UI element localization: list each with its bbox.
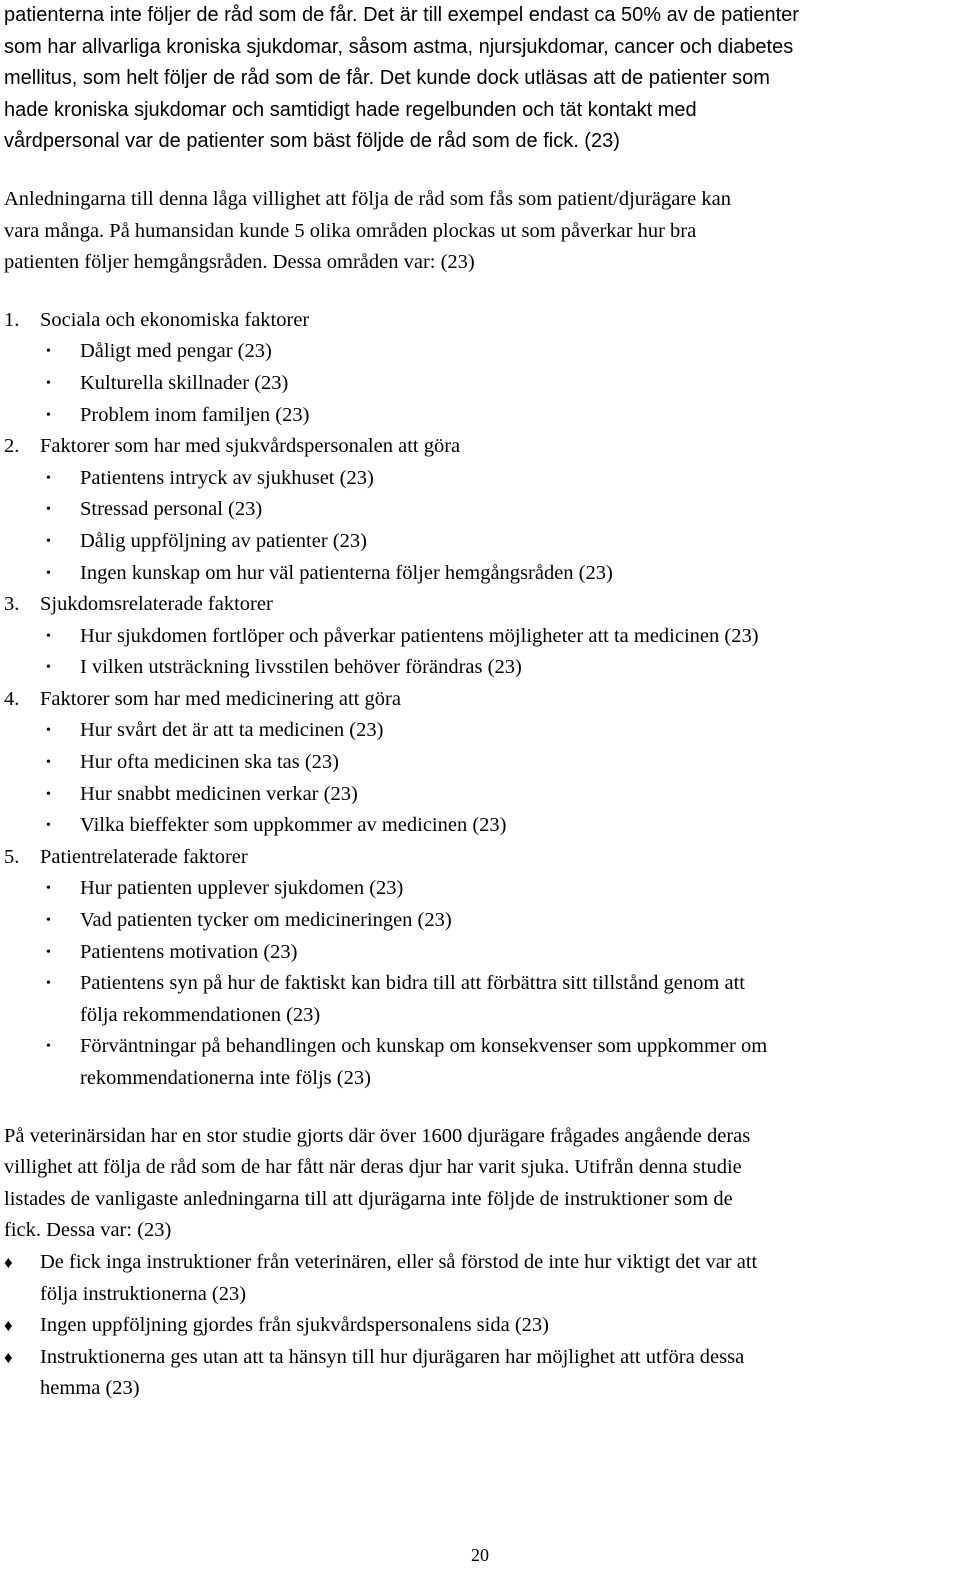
- bullet-item: [4, 873, 956, 905]
- bullet-icon: •: [46, 818, 51, 834]
- bullet-item: [4, 937, 956, 969]
- factor-number: 1.: [4, 308, 20, 331]
- bullet-icon: •: [46, 755, 51, 771]
- factor-number: 5.: [4, 845, 20, 868]
- diamond-bullet-icon: ♦: [4, 1347, 13, 1367]
- bullet-item: [4, 621, 956, 653]
- bullet-text: Hur svårt det är att ta medicinen (23): [80, 719, 384, 742]
- text-line: Anledningarna till denna låga villighet att följa de råd som fås som patient/djurägare kan: [4, 187, 731, 210]
- bullet-text: Patientens motivation (23): [80, 940, 298, 963]
- diamond-bullet-icon: ♦: [4, 1316, 13, 1336]
- bullet-item: [4, 526, 956, 558]
- bullet-text: Patientens syn på hur de faktiskt kan bidra till att förbättra sitt tillstånd genom att: [80, 972, 745, 995]
- bullet-text: Vad patienten tycker om medicineringen (23): [80, 909, 452, 932]
- text-line: vårdpersonal var de patienter som bäst följde de råd som de fick. (23): [4, 130, 620, 153]
- factor-heading: [4, 589, 956, 621]
- reason-text: Instruktionerna ges utan att ta hänsyn till hur djurägaren har möjlighet att utföra dessa: [40, 1345, 745, 1368]
- bullet-text: Ingen kunskap om hur väl patienterna följer hemgångsråden (23): [80, 561, 613, 584]
- text-line: listades de vanligaste anledningarna till att djurägarna inte följde de instruktioner som de: [4, 1187, 733, 1210]
- bullet-icon: •: [46, 944, 51, 960]
- areas-intro-paragraph: [4, 184, 956, 279]
- bullet-icon: •: [46, 502, 51, 518]
- bullet-icon: •: [46, 628, 51, 644]
- text-line: som har allvarliga kroniska sjukdomar, såsom astma, njursjukdomar, cancer och diabetes: [4, 35, 794, 58]
- bullet-item: [4, 463, 956, 495]
- bullet-text: Stressad personal (23): [80, 498, 263, 521]
- bullet-item: [4, 905, 956, 937]
- text-line: vara många. På humansidan kunde 5 olika områden plockas ut som påverkar hur bra: [4, 219, 697, 242]
- factor-title: Sjukdomsrelaterade faktorer: [40, 593, 273, 616]
- bullet-text: I vilken utsträckning livsstilen behöver förändras (23): [80, 656, 522, 679]
- bullet-text: Förväntningar på behandlingen och kunskap om konsekvenser som uppkommer om: [80, 1035, 768, 1058]
- factor-heading: [4, 431, 956, 463]
- bullet-icon: •: [46, 375, 51, 391]
- factor-title: Sociala och ekonomiska faktorer: [40, 308, 310, 331]
- bullet-icon: •: [46, 1039, 51, 1055]
- bullet-item: [4, 715, 956, 747]
- factor-heading: [4, 305, 956, 337]
- bullet-text: Dålig uppföljning av patienter (23): [80, 529, 367, 552]
- bullet-item: [4, 558, 956, 590]
- factor-title: Faktorer som har med medicinering att göra: [40, 687, 401, 710]
- factor-list: [4, 305, 956, 1095]
- factor-number: 2.: [4, 435, 20, 458]
- reason-item-continuation: [4, 1373, 956, 1405]
- veterinary-reason-list: [4, 1247, 956, 1405]
- bullet-text: följa rekommendationen (23): [80, 1003, 321, 1026]
- bullet-text: Kulturella skillnader (23): [80, 371, 289, 394]
- bullet-item: [4, 810, 956, 842]
- bullet-icon: •: [46, 470, 51, 486]
- reason-item: [4, 1342, 956, 1374]
- bullet-item: [4, 779, 956, 811]
- reason-text: De fick inga instruktioner från veterinären, eller så förstod de inte hur viktigt det var att: [40, 1250, 758, 1273]
- text-line: hade kroniska sjukdomar och samtidigt hade regelbunden och tät kontakt med: [4, 98, 697, 121]
- bullet-text: rekommendationerna inte följs (23): [80, 1067, 371, 1089]
- factor-title: Patientrelaterade faktorer: [40, 845, 248, 868]
- bullet-icon: •: [46, 913, 51, 929]
- bullet-text: Problem inom familjen (23): [80, 403, 310, 426]
- page-number: 20: [471, 1545, 489, 1565]
- bullet-icon: •: [46, 565, 51, 581]
- bullet-text: Hur sjukdomen fortlöper och påverkar patientens möjligheter att ta medicinen (23): [80, 624, 759, 647]
- bullet-icon: •: [46, 660, 51, 676]
- diamond-bullet-icon: ♦: [4, 1252, 13, 1272]
- intro-paragraph: [4, 0, 956, 158]
- factor-heading: [4, 842, 956, 874]
- bullet-text: Hur ofta medicinen ska tas (23): [80, 751, 340, 774]
- bullet-item: [4, 968, 956, 1000]
- bullet-icon: •: [46, 723, 51, 739]
- reason-item: [4, 1247, 956, 1279]
- reason-text: hemma (23): [40, 1377, 140, 1400]
- bullet-text: Patientens intryck av sjukhuset (23): [80, 466, 374, 489]
- bullet-item: [4, 400, 956, 432]
- reason-text: följa instruktionerna (23): [40, 1282, 247, 1305]
- factor-heading: [4, 684, 956, 716]
- bullet-item: [4, 652, 956, 684]
- text-line: På veterinärsidan har en stor studie gjorts där över 1600 djurägare frågades angående deras: [4, 1124, 751, 1147]
- text-line: fick. Dessa var: (23): [4, 1219, 172, 1242]
- text-line: villighet att följa de råd som de har fått när deras djur har varit sjuka. Utifrån denna studie: [4, 1156, 742, 1179]
- veterinary-paragraph: [4, 1121, 956, 1247]
- bullet-icon: •: [46, 881, 51, 897]
- reason-text: Ingen uppföljning gjordes från sjukvårdspersonalens sida (23): [40, 1314, 549, 1337]
- bullet-icon: •: [46, 407, 51, 423]
- bullet-text: Hur snabbt medicinen verkar (23): [80, 782, 358, 805]
- text-line: patienterna inte följer de råd som de får. Det är till exempel endast ca 50% av de patienter: [4, 4, 799, 26]
- factor-number: 3.: [4, 593, 20, 616]
- bullet-icon: •: [46, 976, 51, 992]
- bullet-item: [4, 494, 956, 526]
- bullet-item-continuation: [4, 1000, 956, 1032]
- factor-number: 4.: [4, 687, 20, 710]
- bullet-icon: •: [46, 344, 51, 360]
- bullet-icon: •: [46, 786, 51, 802]
- bullet-text: Hur patienten upplever sjukdomen (23): [80, 877, 404, 900]
- text-line: patienten följer hemgångsråden. Dessa områden var: (23): [4, 251, 475, 274]
- document-page: [4, 0, 956, 1405]
- bullet-item: [4, 747, 956, 779]
- bullet-item: [4, 1031, 956, 1063]
- bullet-item-continuation: [4, 1063, 956, 1095]
- bullet-text: Vilka bieffekter som uppkommer av medicinen (23): [80, 814, 507, 837]
- bullet-icon: •: [46, 533, 51, 549]
- bullet-item: [4, 368, 956, 400]
- text-line: mellitus, som helt följer de råd som de får. Det kunde dock utläsas att de patienter som: [4, 67, 770, 90]
- reason-item: [4, 1310, 956, 1342]
- reason-item-continuation: [4, 1279, 956, 1311]
- bullet-text: Dåligt med pengar (23): [80, 340, 272, 363]
- factor-title: Faktorer som har med sjukvårdspersonalen att göra: [40, 435, 461, 458]
- bullet-item: [4, 336, 956, 368]
